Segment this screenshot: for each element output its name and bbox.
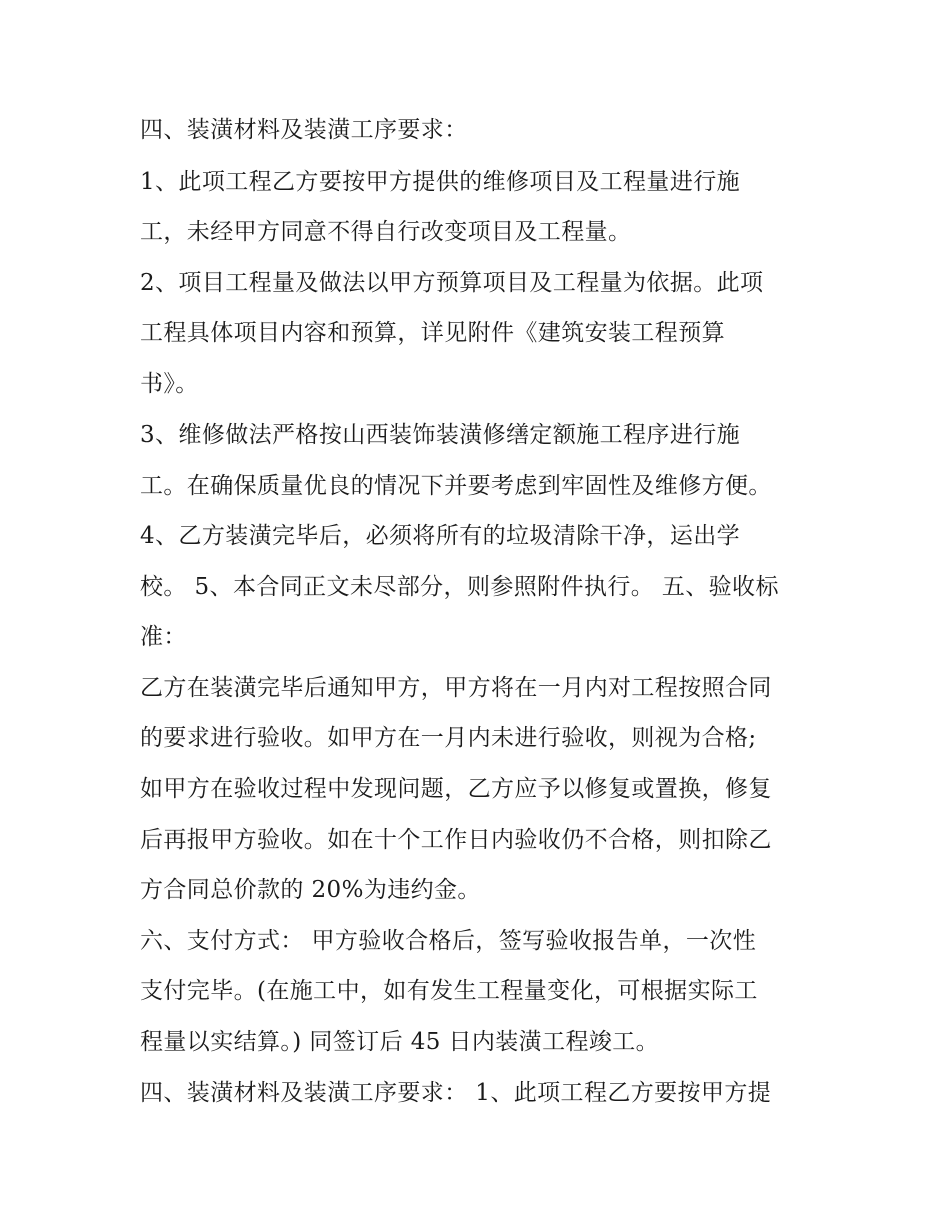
text-line: 后再报甲方验收。如在十个工作日内验收仍不合格，则扣除乙 xyxy=(140,827,772,853)
section-heading-materials: 四、装潢材料及装潢工序要求： xyxy=(140,117,468,143)
text-line: 校。 5、本合同正文未尽部分，则参照附件执行。 五、验收标 xyxy=(140,574,779,600)
text-line: 工程具体项目内容和预算，详见附件《建筑安装工程预算 xyxy=(140,320,725,346)
text-line: 乙方在装潢完毕后通知甲方，甲方将在一月内对工程按照合同 xyxy=(140,675,772,701)
text-line: 支付完毕。(在施工中，如有发生工程量变化，可根据实际工 xyxy=(140,978,758,1004)
text-line: 如甲方在验收过程中发现问题，乙方应予以修复或置换，修复 xyxy=(140,776,772,802)
text-line: 程量以实结算。) 同签订后 45 日内装潢工程竣工。 xyxy=(140,1029,660,1055)
section-heading-payment: 六、支付方式： 甲方验收合格后，签写验收报告单，一次性 xyxy=(140,928,757,954)
text-line: 书》。 xyxy=(140,371,199,397)
text-line: 2、项目工程量及做法以甲方预算项目及工程量为依据。此项 xyxy=(140,270,764,296)
section-heading-materials-repeat: 四、装潢材料及装潢工序要求： 1、此项工程乙方要按甲方提 xyxy=(140,1080,772,1106)
text-line: 3、维修做法严格按山西装饰装潢修缮定额施工程序进行施 xyxy=(140,422,741,448)
text-line: 4、乙方装潢完毕后，必须将所有的垃圾清除干净，运出学 xyxy=(140,523,741,549)
text-line: 工。在确保质量优良的情况下并要考虑到牢固性及维修方便。 xyxy=(140,473,772,499)
text-line: 方合同总价款的 20%为违约金。 xyxy=(140,877,481,903)
text-line: 的要求进行验收。如甲方在一月内未进行验收，则视为合格; xyxy=(140,725,757,751)
text-line: 1、此项工程乙方要按甲方提供的维修项目及工程量进行施 xyxy=(140,169,741,195)
text-line: 工，未经甲方同意不得自行改变项目及工程量。 xyxy=(140,219,632,245)
section-heading-acceptance: 准： xyxy=(140,624,187,650)
